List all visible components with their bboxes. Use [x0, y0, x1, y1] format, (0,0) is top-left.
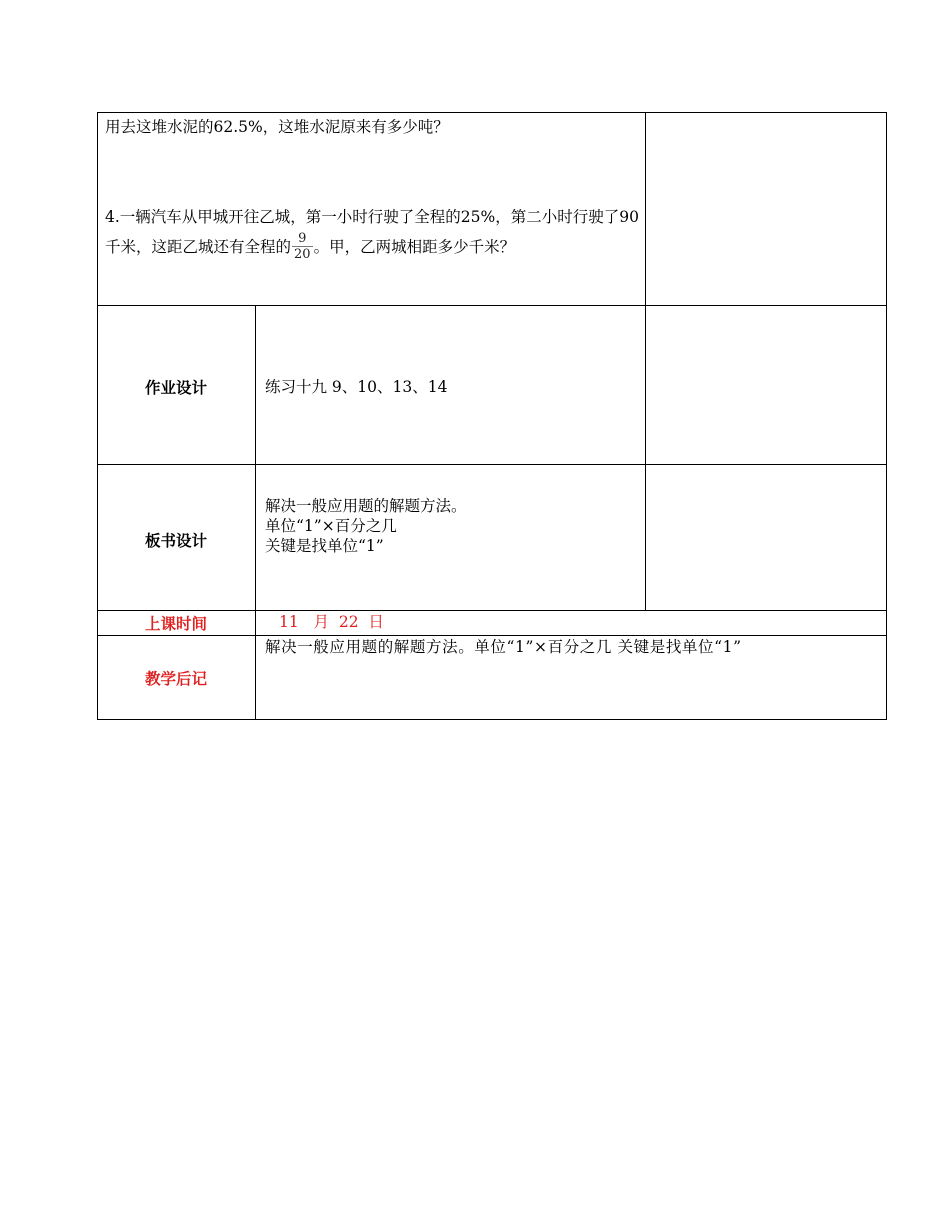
- problem-4: [105, 202, 645, 264]
- board-design-label: 板书设计: [144, 532, 207, 550]
- problem-4-text-part2: 。甲，乙两城相距多少千米？: [313, 238, 516, 256]
- table-border-bottom: [97, 719, 887, 720]
- board-line-2: 单位“1”×百分之几: [265, 517, 397, 535]
- homework-content: 练习十九 9、10、13、14: [265, 378, 448, 396]
- row-divider-1: [97, 305, 887, 306]
- lesson-plan-table: [97, 112, 887, 720]
- fraction-nine-twentieths: [292, 231, 313, 262]
- fraction-denominator: 20: [294, 246, 311, 262]
- table-border-right: [886, 112, 887, 720]
- row-divider-2: [97, 464, 887, 465]
- board-line-3: 关键是找单位“1”: [265, 537, 384, 555]
- class-time-label: 上课时间: [144, 615, 207, 633]
- homework-label: 作业设计: [144, 379, 207, 397]
- fraction-numerator: 9: [292, 231, 313, 247]
- label-column-divider: [255, 305, 256, 720]
- reflection-label: 教学后记: [144, 670, 207, 688]
- notes-column-divider: [645, 112, 646, 611]
- class-time-value: 11 月 22 日: [279, 613, 384, 631]
- problem-3-tail: 用去这堆水泥的62.5%，这堆水泥原来有多少吨？: [105, 118, 449, 136]
- row-divider-3: [97, 610, 887, 611]
- reflection-content: 解决一般应用题的解题方法。单位“1”×百分之几 关键是找单位“1”: [265, 638, 742, 656]
- problem-4-text-part1: 4.一辆汽车从甲城开往乙城，第一小时行驶了全程的25%，第二小时行驶了90千米，这距乙城还有全程的: [105, 208, 639, 256]
- board-line-1: 解决一般应用题的解题方法。: [265, 497, 467, 515]
- table-border-top: [97, 112, 887, 113]
